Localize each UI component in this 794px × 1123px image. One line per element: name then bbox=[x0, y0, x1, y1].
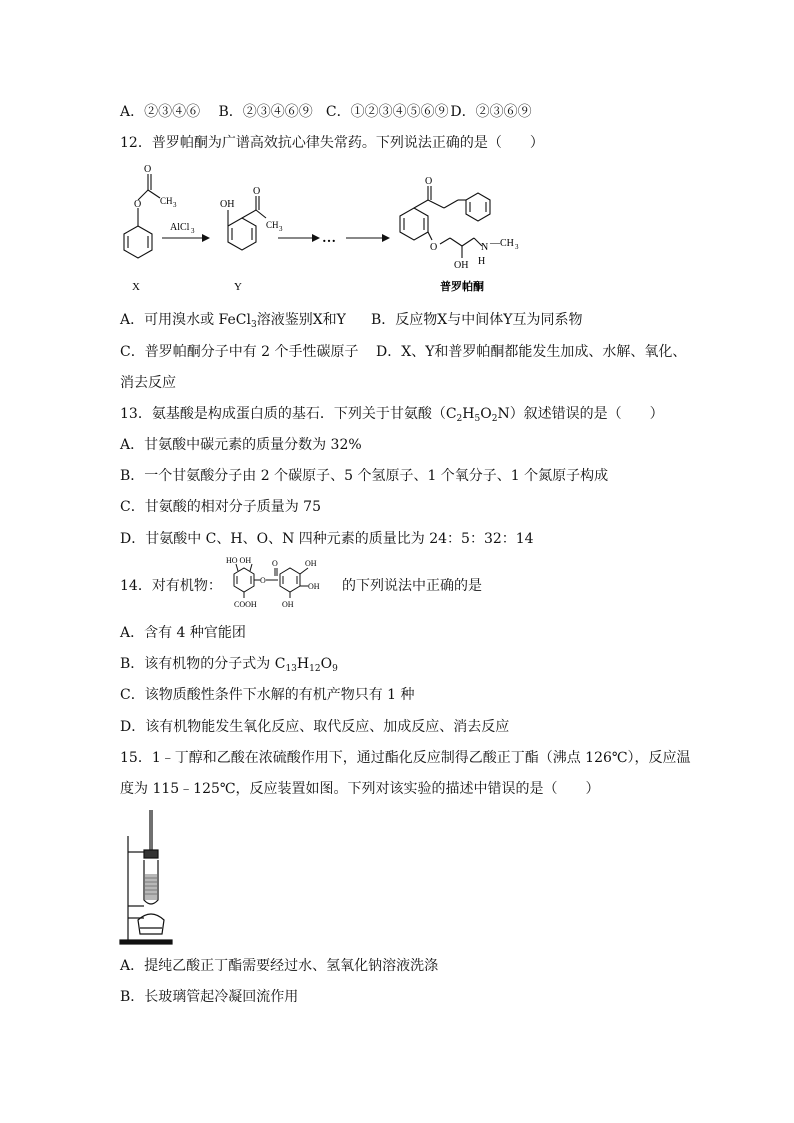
label-x: X bbox=[132, 281, 140, 293]
q11-option-d: D．②③⑥⑨ bbox=[450, 104, 532, 120]
x-ch3: CH bbox=[160, 196, 173, 206]
q11-option-b: B．②③④⑥⑨ bbox=[218, 104, 313, 120]
q14-hoho: HO OH bbox=[226, 556, 252, 565]
p-oh: OH bbox=[454, 260, 469, 271]
q12-options-ab bbox=[120, 310, 583, 330]
q11-option-c: C．①②③④⑤⑥⑨ bbox=[325, 104, 449, 120]
q12-reaction-scheme bbox=[110, 160, 540, 300]
p-carbonyl-o: O bbox=[425, 176, 433, 187]
p-n: N bbox=[481, 242, 489, 253]
y-carbonyl-o: O bbox=[253, 186, 261, 197]
q13-option-c: C．甘氨酸的相对分子质量为 75 bbox=[120, 499, 321, 515]
q15-stem-line2: 度为 115﹣125℃，反应装置如图。下列对该实验的描述中错误的是（ ） bbox=[120, 781, 600, 797]
reagent-alcl3: AlCl bbox=[170, 222, 190, 233]
p-h: H bbox=[478, 256, 486, 267]
svg-text:3: 3 bbox=[515, 243, 519, 251]
q14-option-c: C．该物质酸性条件下水解的有机产物只有 1 种 bbox=[120, 687, 415, 703]
q12-options-cd bbox=[120, 342, 686, 362]
q14-carbonyl-o: O bbox=[272, 559, 278, 568]
svg-text:3: 3 bbox=[279, 225, 283, 233]
q13-option-d: D．甘氨酸中 C、H、O、N 四种元素的质量比为 24：5：32：14 bbox=[120, 531, 534, 547]
q14-stem-pre: 14．对有机物： bbox=[120, 578, 222, 594]
q11-option-a: A．②③④⑥ bbox=[120, 104, 201, 120]
q15-option-a: A．提纯乙酸正丁酯需要经过水、氢氧化钠溶液洗涤 bbox=[120, 958, 439, 974]
q12-option-d-cont: 消去反应 bbox=[120, 375, 176, 391]
x-ester-o: O bbox=[134, 199, 142, 210]
svg-text:3: 3 bbox=[191, 227, 195, 235]
q14-cooh: COOH bbox=[234, 600, 257, 609]
q14-structure bbox=[212, 554, 344, 614]
dots: … bbox=[322, 231, 336, 246]
q14-oh-2: OH bbox=[308, 582, 320, 591]
q14-oh-3: OH bbox=[282, 600, 294, 609]
q12-option-d: D．X、Y和普罗帕酮都能发生加成、水解、氧化、 bbox=[376, 344, 687, 360]
label-y: Y bbox=[234, 281, 242, 293]
q14-option-a: A．含有 4 种官能团 bbox=[120, 625, 246, 641]
q14-option-b: B．该有机物的分子式为 $C_{13}H_{12}O_9$ bbox=[120, 656, 338, 674]
q15-apparatus bbox=[118, 808, 178, 948]
q14-ester-o: O bbox=[260, 576, 266, 585]
molecule-x bbox=[124, 174, 160, 258]
q12-option-b: B．反应物X与中间体Y互为同系物 bbox=[371, 312, 583, 328]
q11-options bbox=[120, 102, 532, 122]
q14-option-d: D．该有机物能发生氧化反应、取代反应、加成反应、消去反应 bbox=[120, 719, 510, 735]
label-propafenone: 普罗帕酮 bbox=[440, 281, 484, 293]
q13-option-b: B．一个甘氨酸分子由 2 个碳原子、5 个氢原子、1 个氧分子、1 个氮原子构成 bbox=[120, 468, 609, 484]
q12-stem: 12．普罗帕酮为广谱高效抗心律失常药。下列说法正确的是（ ） bbox=[120, 135, 544, 151]
y-ch3: CH bbox=[266, 220, 279, 230]
svg-text:3: 3 bbox=[173, 201, 177, 209]
q12-option-c: C．普罗帕酮分子中有 2 个手性碳原子 bbox=[120, 344, 359, 360]
q13-stem: 13．氨基酸是构成蛋白质的基石．下列关于甘氨酸$(C_2H_5O_2N)$叙述错误的是（ ） bbox=[120, 406, 664, 424]
q12-option-a: A．可用溴水或 FeCl$_3$溶液鉴别X和Y bbox=[120, 312, 346, 330]
q15-option-b: B．长玻璃管起冷凝回流作用 bbox=[120, 989, 299, 1005]
p-ch3: —CH bbox=[490, 238, 514, 249]
arrow-1-head bbox=[202, 234, 210, 242]
q14-oh-1: OH bbox=[305, 559, 317, 568]
q15-stem-line1: 15．1﹣丁醇和乙酸在浓硫酸作用下，通过酯化反应制得乙酸正丁酯（沸点 126℃），反应温 bbox=[120, 750, 691, 766]
p-ether-o: O bbox=[430, 242, 438, 253]
y-oh: OH bbox=[220, 199, 235, 210]
x-carbonyl-o: O bbox=[144, 164, 152, 175]
q14-stem-post: 的下列说法中正确的是 bbox=[342, 578, 482, 594]
q13-option-a: A．甘氨酸中碳元素的质量分数为 32% bbox=[120, 437, 362, 453]
molecule-propafenone bbox=[400, 186, 490, 258]
